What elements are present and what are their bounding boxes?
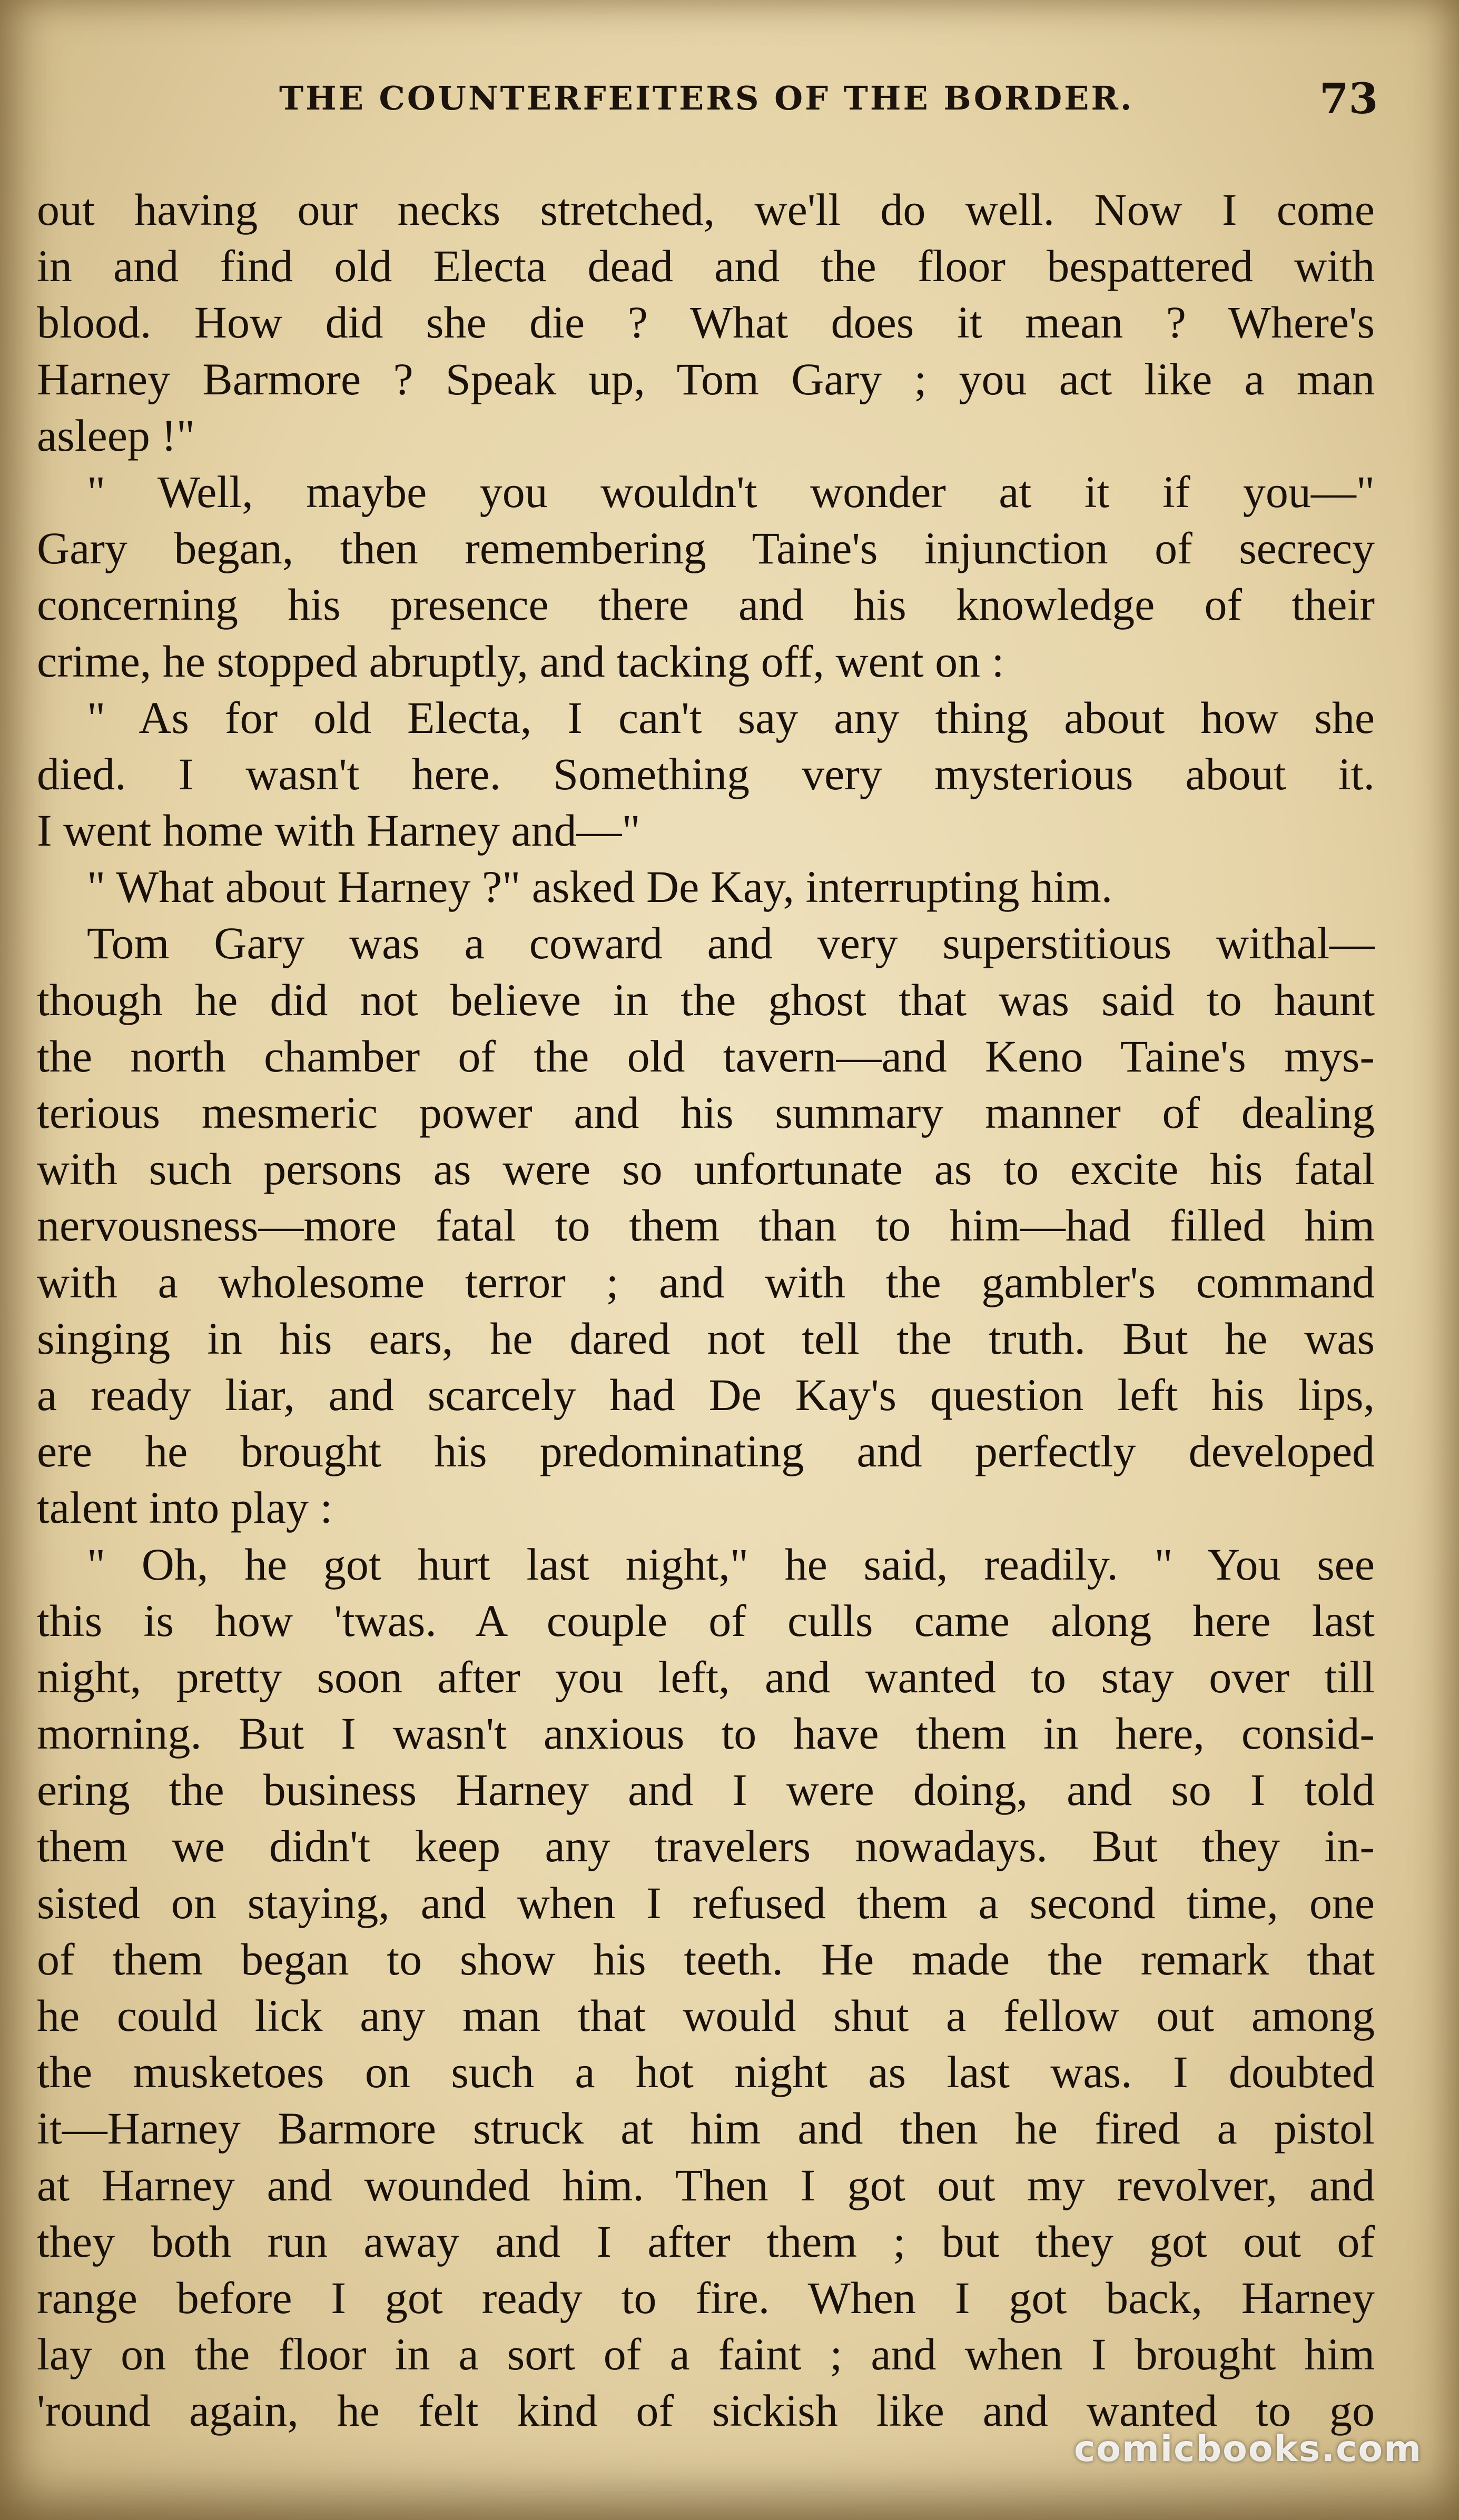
- text-line: " Well, maybe you wouldn't wonder at it if you—": [87, 466, 1375, 517]
- text-line: nervousness—more fatal to them than to him—had filled him: [37, 1200, 1375, 1251]
- text-line: this is how 'twas. A couple of culls came along here last: [37, 1595, 1375, 1646]
- text-line: sisted on staying, and when I refused them a second time, one: [37, 1877, 1375, 1928]
- text-line: it—Harney Barmore struck at him and then he fired a pistol: [37, 2103, 1375, 2154]
- text-line: morning. But I wasn't anxious to have them in here, consid-: [37, 1708, 1375, 1759]
- text-line: Harney Barmore ? Speak up, Tom Gary ; you act like a man: [37, 353, 1375, 404]
- text-line: the musketoes on such a hot night as last was. I doubted: [37, 2047, 1375, 2098]
- text-line: crime, he stopped abruptly, and tacking off, went on :: [37, 636, 1004, 687]
- page-number: 73: [1319, 74, 1378, 123]
- text-line: I went home with Harney and—": [37, 805, 640, 856]
- text-line: concerning his presence there and his knowledge of their: [37, 579, 1375, 630]
- text-line: " Oh, he got hurt last night," he said, readily. " You see: [87, 1539, 1375, 1590]
- body-text: [37, 182, 1375, 2439]
- text-line: ering the business Harney and I were doing, and so I told: [37, 1764, 1375, 1815]
- text-line: terious mesmeric power and his summary manner of dealing: [37, 1087, 1375, 1138]
- text-line: 'round again, he felt kind of sickish like and wanted to go: [37, 2385, 1375, 2436]
- text-line: blood. How did she die ? What does it mean ? Where's: [37, 297, 1375, 348]
- text-line: they both run away and I after them ; but they got out of: [37, 2216, 1375, 2267]
- text-line: lay on the floor in a sort of a faint ; and when I brought him: [37, 2329, 1375, 2380]
- text-line: of them began to show his teeth. He made the remark that: [37, 1933, 1375, 1985]
- text-line: them we didn't keep any travelers nowadays. But they in-: [37, 1821, 1375, 1872]
- text-line: " As for old Electa, I can't say any thing about how she: [87, 692, 1375, 743]
- text-line: at Harney and wounded him. Then I got out my revolver, and: [37, 2159, 1375, 2210]
- running-head: THE COUNTERFEITERS OF THE BORDER.: [279, 79, 1134, 117]
- text-line: singing in his ears, he dared not tell the truth. But he was: [37, 1313, 1375, 1364]
- text-line: in and find old Electa dead and the floor bespattered with: [37, 241, 1375, 292]
- text-line: with a wholesome terror ; and with the gambler's command: [37, 1256, 1375, 1307]
- text-line: night, pretty soon after you left, and wanted to stay over till: [37, 1651, 1375, 1702]
- text-line: asleep !": [37, 410, 195, 461]
- text-line: out having our necks stretched, we'll do well. Now I come: [37, 184, 1375, 235]
- text-line: Tom Gary was a coward and very superstitious withal—: [87, 918, 1375, 969]
- text-line: a ready liar, and scarcely had De Kay's question left his lips,: [37, 1369, 1375, 1420]
- text-line: with such persons as were so unfortunate as to excite his fatal: [37, 1144, 1375, 1195]
- text-line: the north chamber of the old tavern—and Keno Taine's mys-: [37, 1030, 1375, 1082]
- text-line: though he did not believe in the ghost that was said to haunt: [37, 974, 1375, 1025]
- text-line: ere he brought his predominating and perfectly developed: [37, 1426, 1375, 1477]
- text-line: range before I got ready to fire. When I got back, Harney: [37, 2272, 1375, 2323]
- text-line: talent into play :: [37, 1482, 333, 1533]
- text-line: he could lick any man that would shut a fellow out among: [37, 1990, 1375, 2041]
- text-line: " What about Harney ?" asked De Kay, interrupting him.: [87, 861, 1113, 912]
- text-line: Gary began, then remembering Taine's injunction of secrecy: [37, 523, 1375, 574]
- text-line: died. I wasn't here. Something very mysterious about it.: [37, 748, 1375, 799]
- watermark: comicbooks.com: [1073, 2428, 1422, 2470]
